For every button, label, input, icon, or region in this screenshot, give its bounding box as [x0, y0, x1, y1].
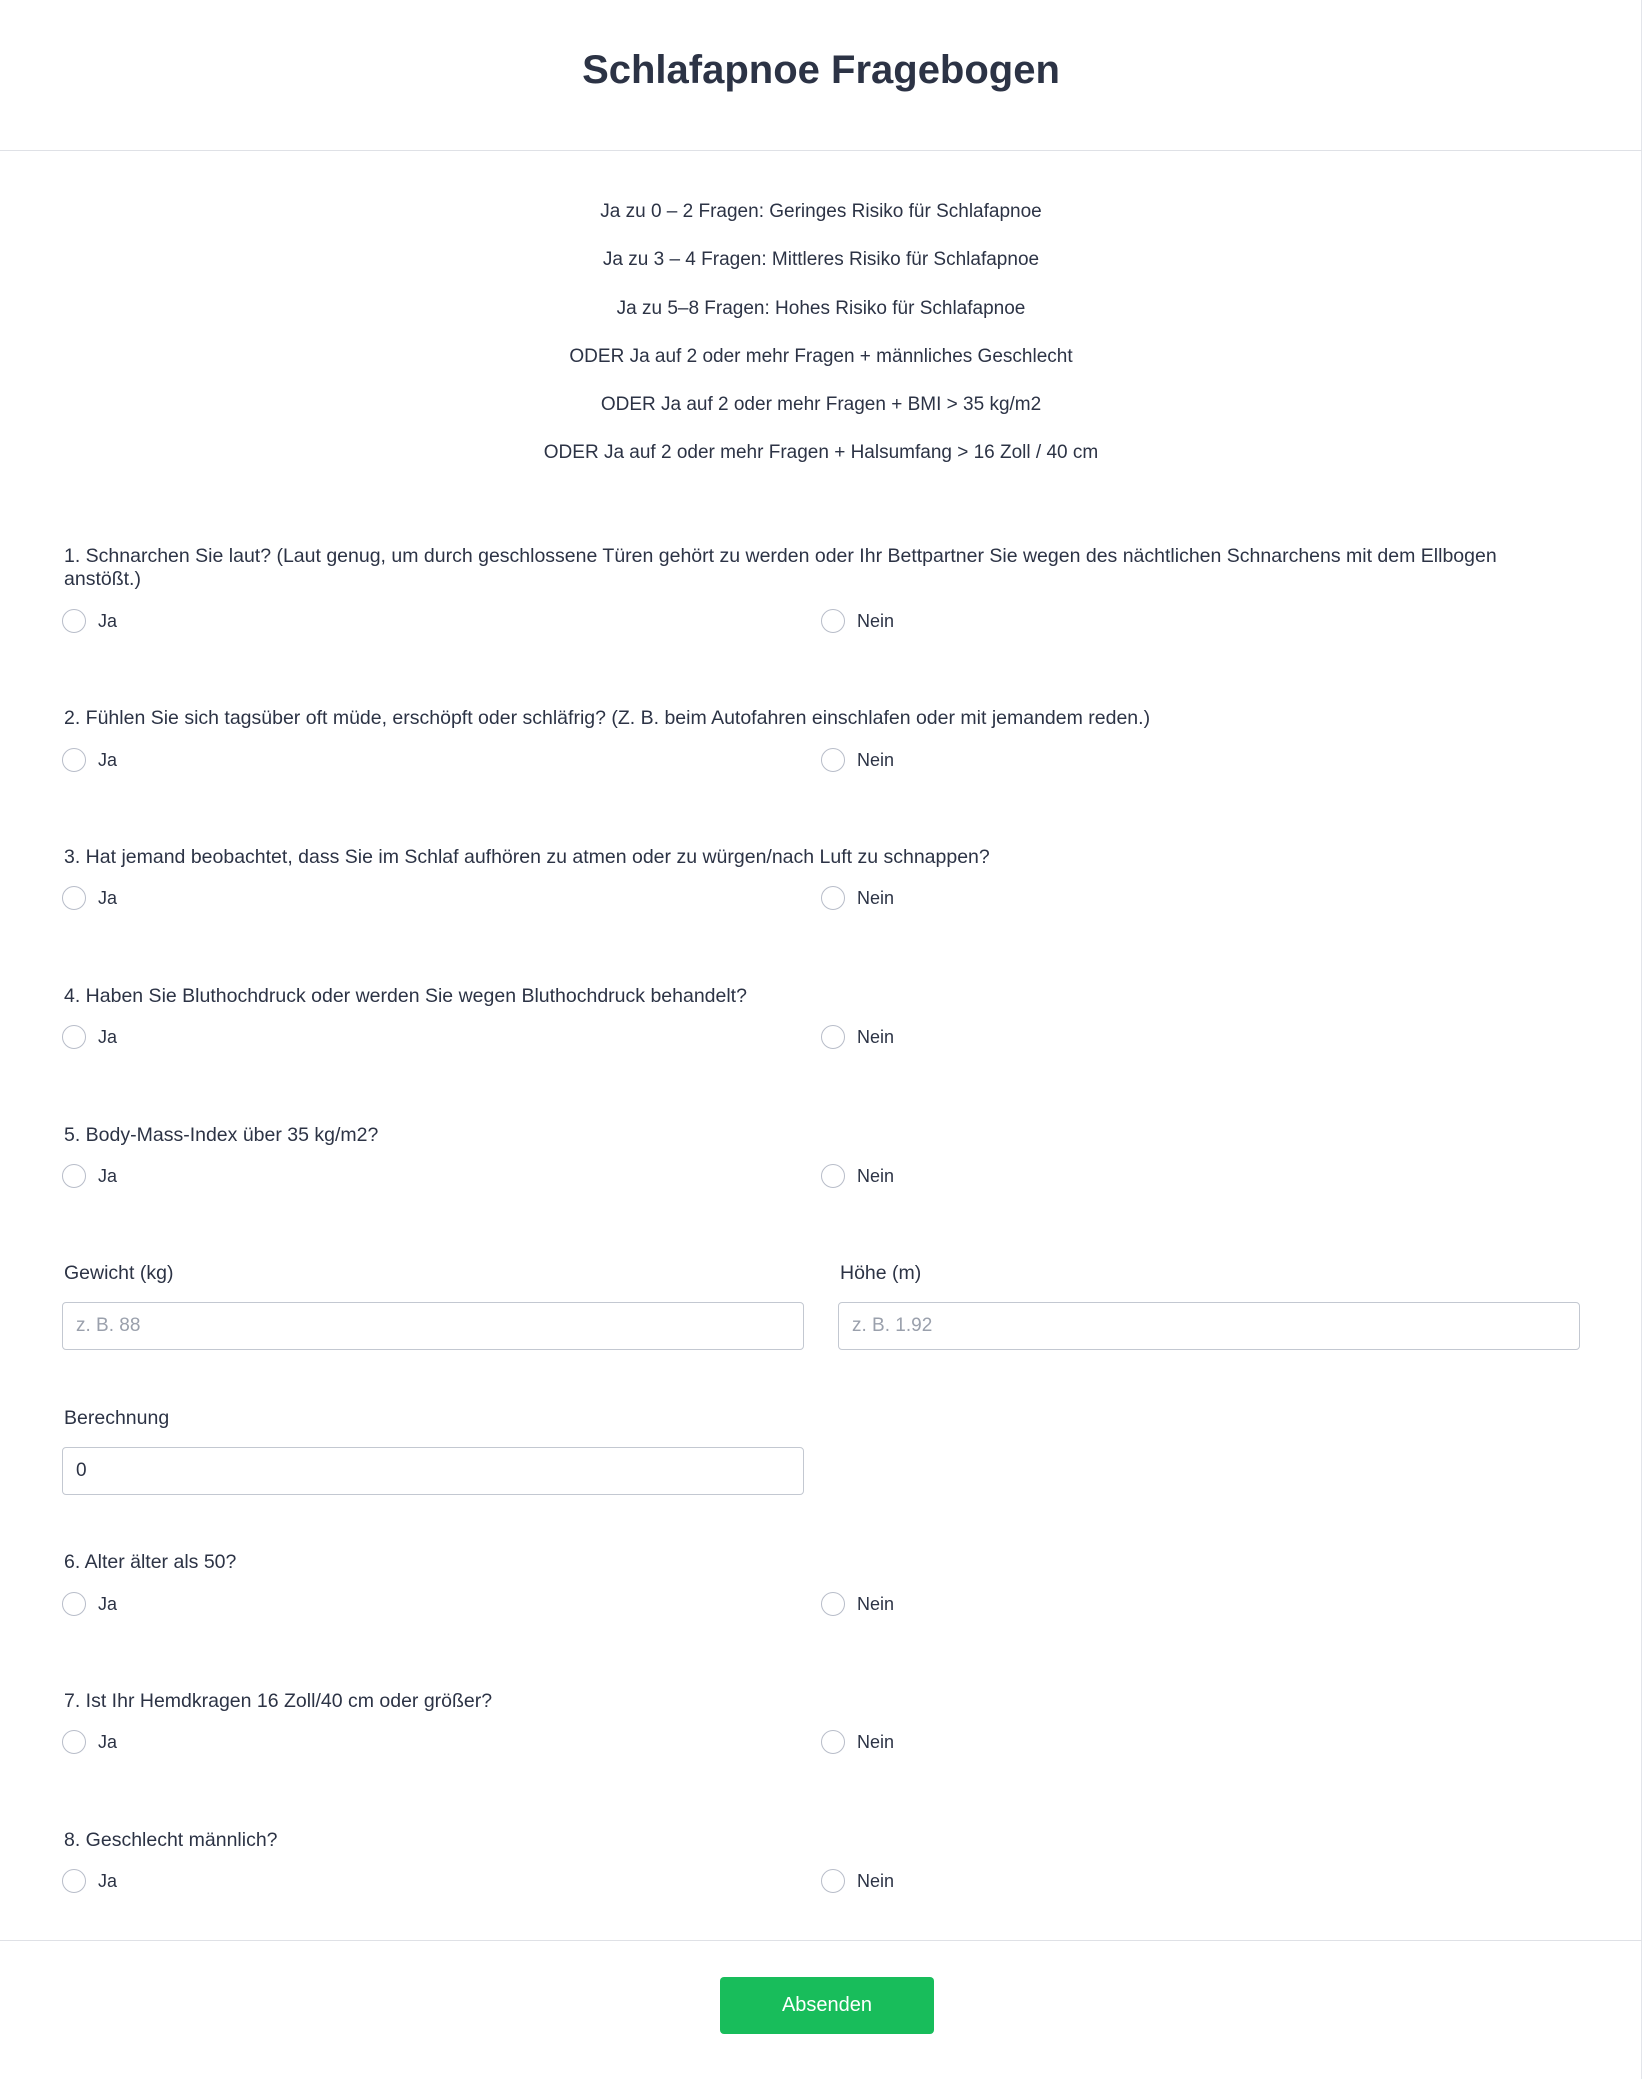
option-label: Nein: [857, 1165, 895, 1186]
radio-icon[interactable]: [821, 1164, 845, 1188]
option-label: Nein: [857, 749, 895, 770]
question-4-option-yes[interactable]: [62, 1024, 117, 1050]
radio-icon[interactable]: [821, 1592, 845, 1616]
question-2-label: 2. Fühlen Sie sich tagsüber oft müde, erschöpft oder schläfrig? (Z. B. beim Autofahren einschlafen oder mit jemandem reden.): [64, 707, 1151, 729]
question-7-option-no[interactable]: [821, 1729, 894, 1755]
question-5-label: 5. Body-Mass-Index über 35 kg/m2?: [64, 1124, 379, 1146]
question-1-option-yes[interactable]: [62, 608, 117, 634]
radio-icon[interactable]: [62, 886, 86, 910]
question-5-option-no[interactable]: [821, 1163, 894, 1189]
radio-icon[interactable]: [821, 609, 845, 633]
radio-icon[interactable]: [821, 886, 845, 910]
question-3-option-no[interactable]: [821, 885, 894, 911]
option-label: Ja: [98, 887, 118, 908]
radio-icon[interactable]: [821, 1730, 845, 1754]
submit-button[interactable]: Absenden: [720, 1977, 934, 2034]
option-label: Ja: [98, 1870, 118, 1891]
height-input[interactable]: [838, 1302, 1580, 1350]
option-label: Ja: [98, 610, 118, 631]
question-7-label: 7. Ist Ihr Hemdkragen 16 Zoll/40 cm oder größer?: [64, 1690, 493, 1712]
question-4-label: 4. Haben Sie Bluthochdruck oder werden Sie wegen Bluthochdruck behandelt?: [64, 985, 747, 1007]
radio-icon[interactable]: [821, 1869, 845, 1893]
weight-input[interactable]: [62, 1302, 804, 1350]
question-6-option-yes[interactable]: [62, 1591, 117, 1617]
radio-icon[interactable]: [62, 1164, 86, 1188]
radio-icon[interactable]: [62, 609, 86, 633]
question-1-label: 1. Schnarchen Sie laut? (Laut genug, um durch geschlossene Türen gehört zu werden oder Ihr Bettpartner Sie wegen des nächtlichen Schnarchens mit dem Ellbogen anstößt.): [64, 545, 1497, 590]
calculation-label: Berechnung: [64, 1407, 170, 1429]
option-label: Nein: [857, 1593, 895, 1614]
radio-icon[interactable]: [62, 1025, 86, 1049]
option-label: Ja: [98, 749, 118, 770]
question-6-option-no[interactable]: [821, 1591, 894, 1617]
question-2-option-no[interactable]: [821, 747, 894, 773]
form-title: Schlafapnoe Fragebogen: [582, 48, 1060, 92]
question-4-option-no[interactable]: [821, 1024, 894, 1050]
question-1-option-no[interactable]: [821, 608, 894, 634]
radio-icon[interactable]: [62, 1869, 86, 1893]
option-label: Nein: [857, 1026, 895, 1047]
weight-label: Gewicht (kg): [64, 1262, 174, 1284]
radio-icon[interactable]: [821, 748, 845, 772]
intro-line: ODER Ja auf 2 oder mehr Fragen + BMI > 35 kg/m2: [600, 394, 1042, 416]
question-8-option-no[interactable]: [821, 1868, 894, 1894]
radio-icon[interactable]: [62, 1592, 86, 1616]
option-label: Nein: [857, 887, 895, 908]
option-label: Ja: [98, 1026, 118, 1047]
option-label: Nein: [857, 610, 895, 631]
radio-icon[interactable]: [62, 1730, 86, 1754]
calculation-input[interactable]: [62, 1447, 804, 1495]
intro-line: Ja zu 5–8 Fragen: Hohes Risiko für Schlafapnoe: [616, 297, 1026, 319]
option-label: Ja: [98, 1731, 118, 1752]
form-header: [0, 0, 1642, 151]
intro-line: Ja zu 0 – 2 Fragen: Geringes Risiko für Schlafapnoe: [600, 201, 1042, 222]
question-8-label: 8. Geschlecht männlich?: [64, 1829, 278, 1851]
option-label: Nein: [857, 1870, 895, 1891]
radio-icon[interactable]: [821, 1025, 845, 1049]
option-label: Ja: [98, 1593, 118, 1614]
question-8-option-yes[interactable]: [62, 1868, 117, 1894]
risk-intro: [0, 198, 1642, 488]
question-3-label: 3. Hat jemand beobachtet, dass Sie im Schlaf aufhören zu atmen oder zu würgen/nach Luft zu schnappen?: [64, 846, 990, 868]
question-2-option-yes[interactable]: [62, 747, 117, 773]
intro-line: Ja zu 3 – 4 Fragen: Mittleres Risiko für Schlafapnoe: [602, 249, 1040, 271]
question-6-label: 6. Alter älter als 50?: [64, 1551, 237, 1573]
option-label: Nein: [857, 1731, 895, 1752]
option-label: Ja: [98, 1165, 118, 1186]
intro-line: ODER Ja auf 2 oder mehr Fragen + männliches Geschlecht: [569, 345, 1073, 367]
intro-line: ODER Ja auf 2 oder mehr Fragen + Halsumfang > 16 Zoll / 40 cm: [543, 442, 1099, 464]
question-7-option-yes[interactable]: [62, 1729, 117, 1755]
question-3-option-yes[interactable]: [62, 885, 117, 911]
height-label: Höhe (m): [840, 1262, 922, 1284]
radio-icon[interactable]: [62, 748, 86, 772]
form-footer: [0, 1940, 1642, 2079]
question-5-option-yes[interactable]: [62, 1163, 117, 1189]
